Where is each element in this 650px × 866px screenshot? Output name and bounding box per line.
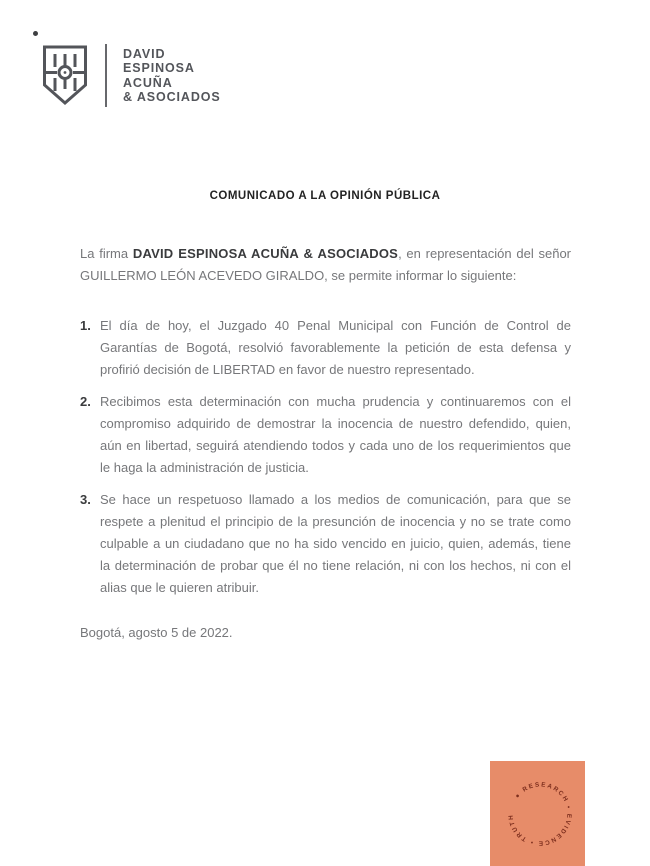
list-item-number: 1. — [80, 318, 91, 333]
list-item — [80, 391, 571, 479]
circular-seal — [490, 761, 585, 866]
page-title: COMUNICADO A LA OPINIÓN PÚBLICA — [209, 190, 441, 202]
intro-prefix: La firma — [80, 246, 133, 261]
firm-name-line: DAVID — [123, 46, 166, 61]
dateline: Bogotá, agosto 5 de 2022. — [80, 625, 233, 640]
stamp-background — [490, 761, 585, 866]
letterhead-divider — [105, 44, 107, 107]
list-item — [80, 315, 571, 381]
firm-name-line: & ASOCIADOS — [123, 90, 221, 104]
list-item — [80, 489, 571, 599]
letterhead — [42, 44, 221, 107]
firm-name-line: ACUÑA — [123, 75, 173, 90]
bullet-dot — [33, 31, 38, 36]
firm-name — [123, 47, 221, 105]
list-item-text: Recibimos esta determinación con mucha prudencia y continuaremos con el compromiso adquirido de demostrar la inocencia de nuestro defendido, quien, aún en libertad, seguirá atendiendo todos y cada uno de los requerimientos que le haga la administración de justicia. — [100, 394, 571, 475]
list-item-text: El día de hoy, el Juzgado 40 Penal Municipal con Función de Control de Garantías de Bogotá, resolvió favorablemente la petición de esta defensa y profirió decisión de LIBERTAD en favor de nuestro representado. — [100, 318, 571, 377]
firm-name-bold: DAVID ESPINOSA ACUÑA & ASOCIADOS — [132, 246, 399, 261]
intro-suffix: , en representación del señor GUILLERMO LEÓN ACEVEDO GIRALDO, se permite informar lo siguiente: — [80, 246, 571, 283]
intro-paragraph — [80, 243, 571, 287]
firm-name-line: ESPINOSA — [123, 61, 195, 75]
list-item-number: 2. — [80, 394, 91, 409]
stamp-circular-text: ● RESEARCH • EVIDENCE • TRUTH — [507, 781, 573, 847]
document-body — [80, 243, 571, 644]
list-item-text: Se hace un respetuoso llamado a los medios de comunicación, para que se respete a plenitud el principio de la presunción de inocencia y no se trate como culpable a un ciudadano que no ha sido vencido en juicio, quien, además, tiene la determinación de probar que él no tiene relación, ni con los hechos, ni con el alias que le quieren atribuir. — [100, 492, 571, 595]
list-item-number: 3. — [80, 492, 91, 507]
shield-bars-crest-icon — [42, 45, 88, 106]
